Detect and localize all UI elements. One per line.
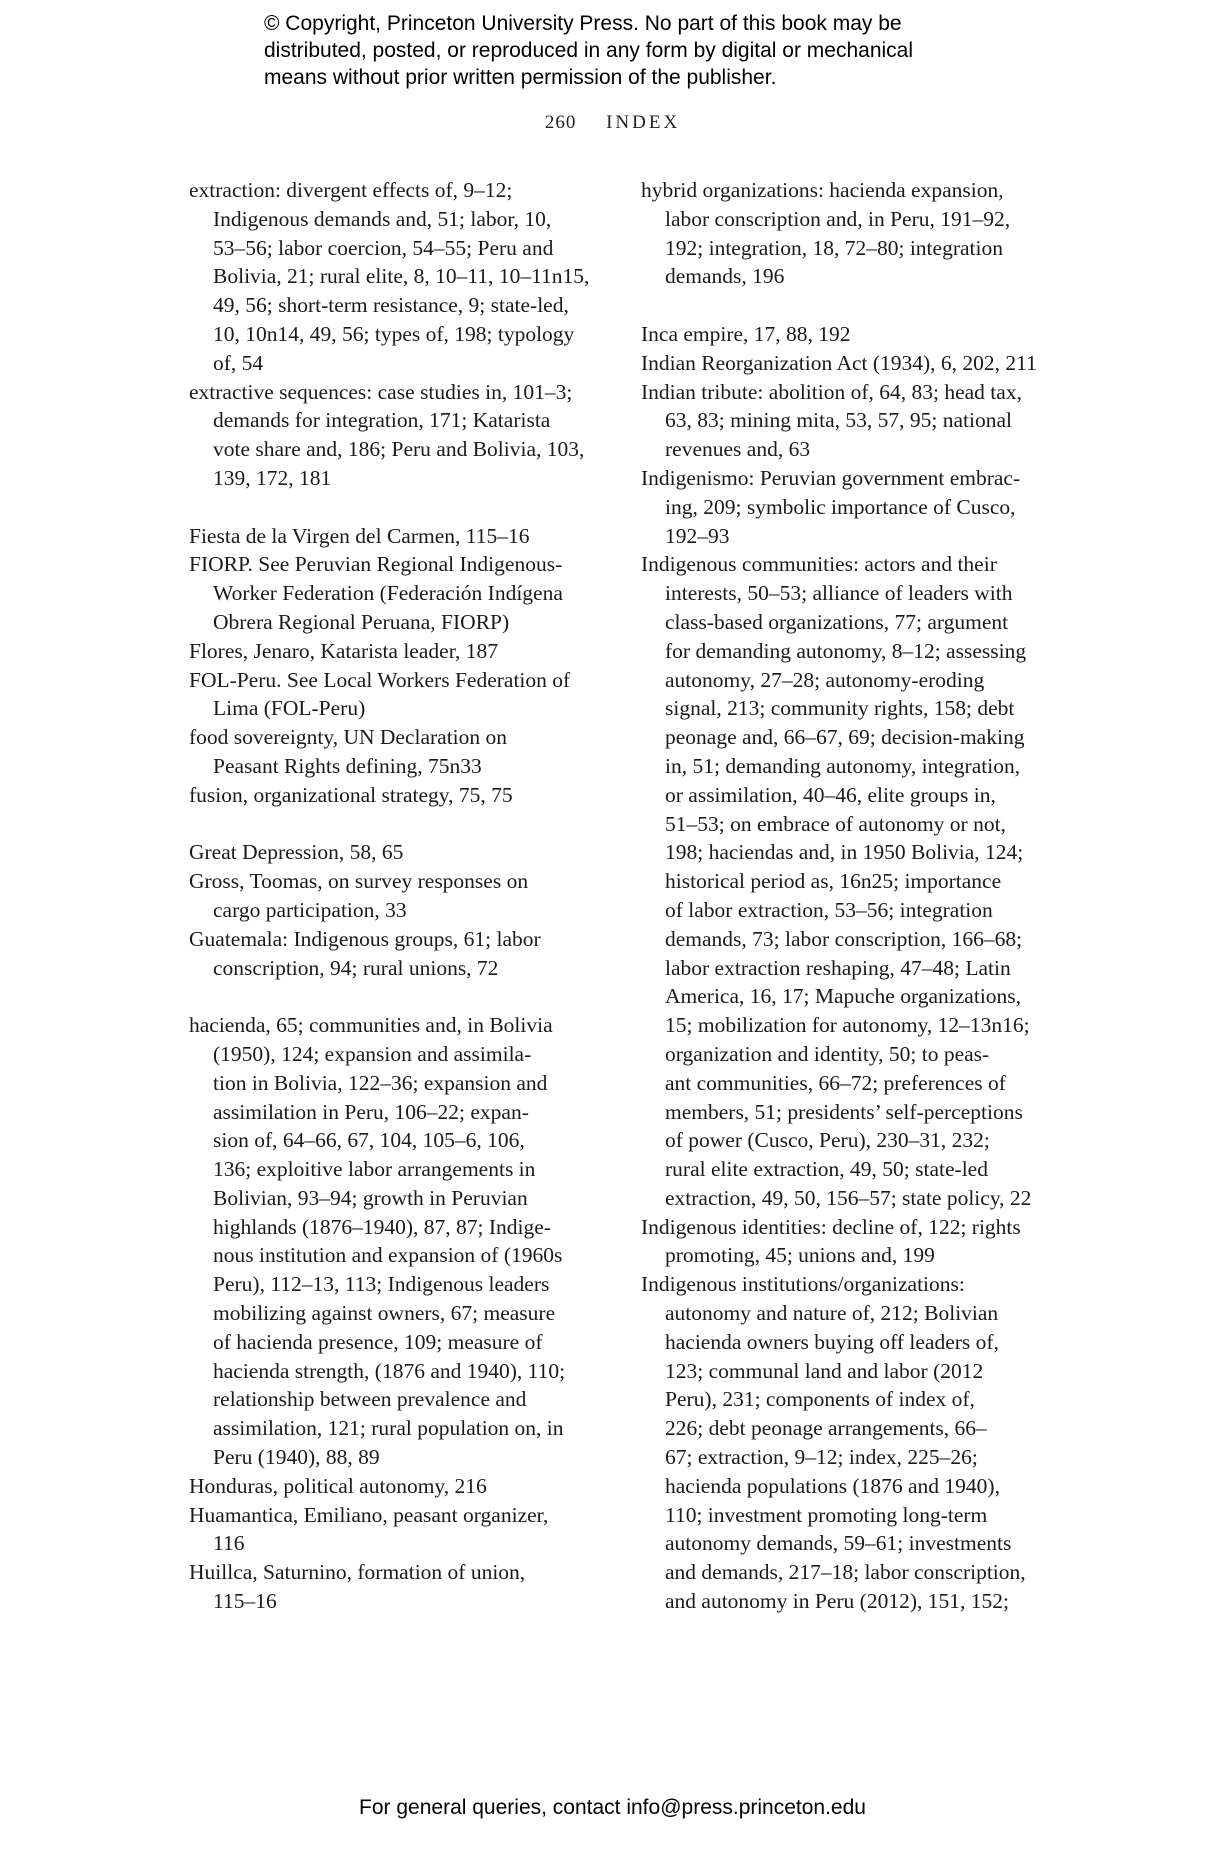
footer-contact: For general queries, contact info@press.princeton.edu [359,1796,866,1819]
index-entry-line: fusion, organizational strategy, 75, 75 [189,782,513,807]
index-subline: 49, 56; short-term resistance, 9; state-led, [213,293,569,318]
index-subline: conscription, 94; rural unions, 72 [213,955,499,980]
index-subline: class-based organizations, 77; argument [665,609,1009,634]
index-subline: (1950), 124; expansion and assimila- [213,1041,532,1066]
index-subline: Bolivian, 93–94; growth in Peruvian [213,1185,528,1210]
index-subline: 63, 83; mining mita, 53, 57, 95; national [665,408,1012,433]
index-entry-line: Guatemala: Indigenous groups, 61; labor [189,926,541,951]
index-subline: America, 16, 17; Mapuche organizations, [665,984,1022,1009]
index-subline: nous institution and expansion of (1960s [213,1243,563,1268]
index-subline: in, 51; demanding autonomy, integration, [665,753,1021,778]
index-subline: 198; haciendas and, in 1950 Bolivia, 124; [665,840,1024,865]
index-subline: members, 51; presidents’ self-perceptions [665,1099,1023,1124]
index-entry-line: Indigenous communities: actors and their [641,552,997,577]
index-subline: Peru), 231; components of index of, [665,1387,975,1412]
index-subline: hacienda strength, (1876 and 1940), 110; [213,1358,566,1383]
index-subline: assimilation in Peru, 106–22; expan- [213,1099,529,1124]
index-subline: 192; integration, 18, 72–80; integration [665,235,1003,260]
index-subline: assimilation, 121; rural population on, in [213,1416,564,1441]
index-subline: for demanding autonomy, 8–12; assessing [665,638,1027,663]
index-subline: highlands (1876–1940), 87, 87; Indige- [213,1214,551,1239]
index-subline: rural elite extraction, 49, 50; state-led [665,1157,988,1182]
index-subline: Obrera Regional Peruana, FIORP) [213,609,510,634]
index-entry-line: Indigenous institutions/organizations: [641,1272,965,1297]
index-subline: ant communities, 66–72; preferences of [665,1070,1006,1095]
index-subline: extraction, 49, 50, 156–57; state policy, 22 [665,1185,1032,1210]
index-subline: of power (Cusco, Peru), 230–31, 232; [665,1128,990,1153]
index-entry-line: Gross, Toomas, on survey responses on [189,869,529,894]
index-subline: 10, 10n14, 49, 56; types of, 198; typology [213,321,575,346]
index-entry-line: FIORP. See Peruvian Regional Indigenous- [189,552,563,577]
index-subline: 136; exploitive labor arrangements in [213,1157,536,1182]
index-entry-line: Huillca, Saturnino, formation of union, [189,1560,526,1585]
section-gap [189,493,609,522]
index-subline: hacienda populations (1876 and 1940), [665,1473,1000,1498]
index-subline: 192–93 [665,523,730,548]
copyright-line: © Copyright, Princeton University Press. No part of this book may be [264,12,902,35]
index-subline: revenues and, 63 [665,437,811,462]
index-subline: 51–53; on embrace of autonomy or not, [665,811,1006,836]
index-subline: 116 [213,1531,245,1556]
index-subline: or assimilation, 40–46, elite groups in, [665,782,996,807]
index-entry-line: Fiesta de la Virgen del Carmen, 115–16 [189,523,530,548]
index-entry-line: Indian Reorganization Act (1934), 6, 202, 211 [641,350,1037,375]
index-subline: organization and identity, 50; to peas- [665,1041,990,1066]
index-subline: Bolivia, 21; rural elite, 8, 10–11, 10–11n15, [213,264,590,289]
index-subline: demands for integration, 171; Katarista [213,408,551,433]
index-subline: promoting, 45; unions and, 199 [665,1243,935,1268]
index-subline: 115–16 [213,1589,277,1614]
index-subline: tion in Bolivia, 122–36; expansion and [213,1070,548,1095]
index-entry-line: Huamantica, Emiliano, peasant organizer, [189,1502,549,1527]
section-gap [189,810,609,839]
index-entry-line: Inca empire, 17, 88, 192 [641,321,851,346]
copyright-notice [264,10,1024,91]
index-subline: ing, 209; symbolic importance of Cusco, [665,494,1016,519]
index-entry-line: Indigenismo: Peruvian government embrac- [641,465,1021,490]
index-subline: historical period as, 16n25; importance [665,869,1002,894]
index-subline: Lima (FOL-Peru) [213,696,366,721]
index-subline: 67; extraction, 9–12; index, 225–26; [665,1445,978,1470]
index-subline: cargo participation, 33 [213,897,407,922]
index-entry-line: Honduras, political autonomy, 216 [189,1473,487,1498]
index-subline: interests, 50–53; alliance of leaders with [665,581,1013,606]
section-gap [641,291,1061,320]
index-subline: Indigenous demands and, 51; labor, 10, [213,206,552,231]
index-subline: autonomy demands, 59–61; investments [665,1531,1012,1556]
index-subline: and demands, 217–18; labor conscription, [665,1560,1026,1585]
index-subline: of, 54 [213,350,264,375]
running-title: INDEX [606,112,681,133]
page-number: 260 [544,112,577,133]
section-gap [189,982,609,1011]
index-subline: of labor extraction, 53–56; integration [665,897,993,922]
index-subline: labor extraction reshaping, 47–48; Latin [665,955,1011,980]
index-subline: signal, 213; community rights, 158; debt [665,696,1015,721]
index-subline: Peasant Rights defining, 75n33 [213,753,482,778]
index-subline: Worker Federation (Federación Indígena [213,581,563,606]
index-subline: relationship between prevalence and [213,1387,527,1412]
index-subline: hacienda owners buying off leaders of, [665,1329,999,1354]
index-subline: 139, 172, 181 [213,465,332,490]
index-entry-line: food sovereignty, UN Declaration on [189,725,508,750]
index-subline: 15; mobilization for autonomy, 12–13n16; [665,1013,1030,1038]
running-head [0,112,1225,134]
index-subline: peonage and, 66–67, 69; decision-making [665,725,1025,750]
index-subline: demands, 73; labor conscription, 166–68; [665,926,1023,951]
copyright-line: means without prior written permission of the publisher. [264,66,777,89]
index-entry-line: Great Depression, 58, 65 [189,840,404,865]
index-subline: mobilizing against owners, 67; measure [213,1301,556,1326]
index-subline: autonomy and nature of, 212; Bolivian [665,1301,999,1326]
index-subline: of hacienda presence, 109; measure of [213,1329,543,1354]
index-entry-line: extractive sequences: case studies in, 101–3; [189,379,573,404]
index-entry-line: hacienda, 65; communities and, in Bolivia [189,1013,553,1038]
index-column-left [189,176,609,1616]
index-entry-line: extraction: divergent effects of, 9–12; [189,178,513,202]
index-subline: 123; communal land and labor (2012 [665,1358,984,1383]
index-subline: sion of, 64–66, 67, 104, 105–6, 106, [213,1128,525,1153]
copyright-line: distributed, posted, or reproduced in any form by digital or mechanical [264,39,914,62]
index-subline: vote share and, 186; Peru and Bolivia, 103, [213,437,585,462]
index-subline: 226; debt peonage arrangements, 66– [665,1416,987,1441]
index-entry-line: Indian tribute: abolition of, 64, 83; head tax, [641,379,1022,404]
index-subline: 53–56; labor coercion, 54–55; Peru and [213,235,554,260]
index-subline: autonomy, 27–28; autonomy-eroding [665,667,985,692]
index-subline: Peru), 112–13, 113; Indigenous leaders [213,1272,550,1297]
index-subline: labor conscription and, in Peru, 191–92, [665,206,1011,231]
index-subline: demands, 196 [665,264,785,289]
index-subline: Peru (1940), 88, 89 [213,1445,380,1470]
index-subline: and autonomy in Peru (2012), 151, 152; [665,1589,1009,1614]
index-entry-line: Flores, Jenaro, Katarista leader, 187 [189,638,498,663]
index-entry-line: Indigenous identities: decline of, 122; rights [641,1214,1021,1239]
index-entry-line: hybrid organizations: hacienda expansion, [641,178,1004,202]
index-column-right [641,176,1061,1616]
index-entry-line: FOL-Peru. See Local Workers Federation of [189,667,571,692]
index-subline: 110; investment promoting long-term [665,1502,988,1527]
